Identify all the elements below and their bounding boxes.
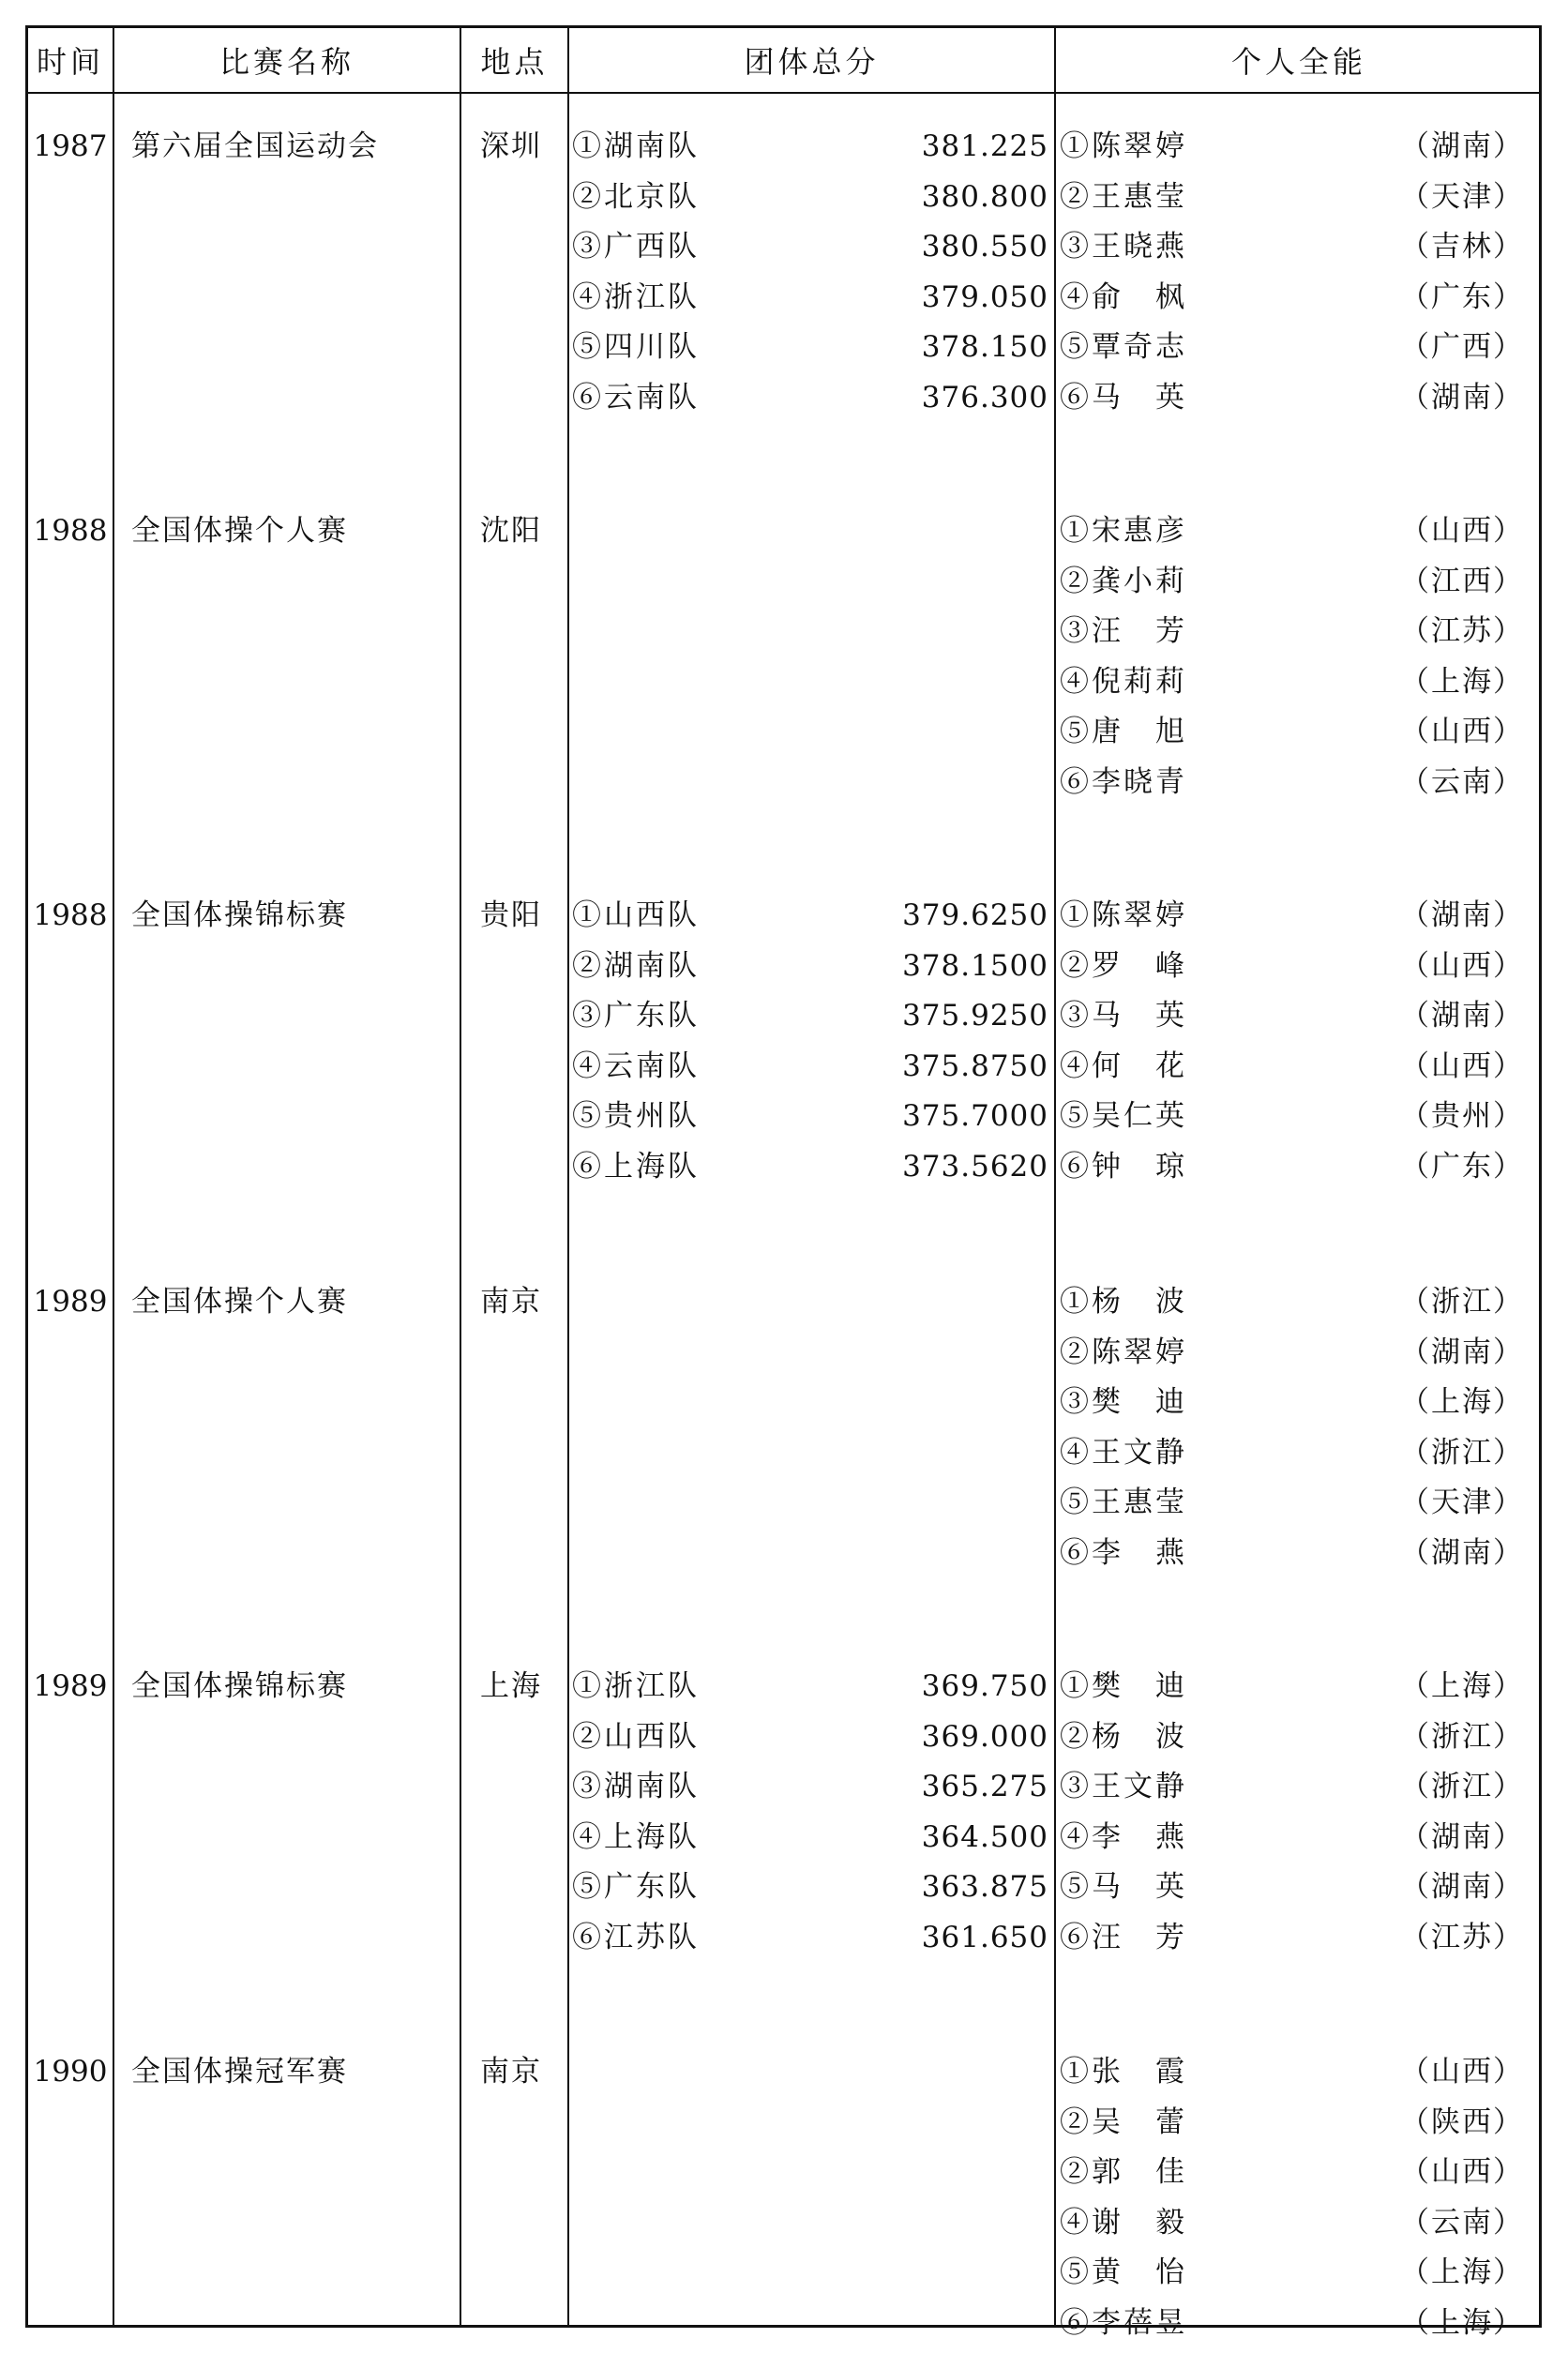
gymnast-name: ①陈翠婷	[1060, 898, 1187, 932]
team-name: ①湖南队	[572, 129, 700, 163]
gymnast-province: （山西）	[1400, 948, 1524, 983]
gymnast-province: （山西）	[1400, 715, 1524, 748]
team-score: 365.275	[921, 1770, 1048, 1803]
team-name: ⑥上海队	[572, 1149, 700, 1184]
header-location: 地点	[480, 44, 549, 80]
gymnast-name: ②龚小莉	[1060, 564, 1187, 598]
gymnast-province: （湖南）	[1400, 1870, 1524, 1904]
gymnast-province: （湖南）	[1400, 999, 1524, 1033]
team-name: ⑥云南队	[572, 380, 700, 415]
gymnast-name: ①陈翠婷	[1060, 129, 1187, 163]
team-name: ④浙江队	[572, 279, 700, 314]
competition-year: 1988	[33, 898, 108, 932]
gymnast-province: （江苏）	[1400, 614, 1524, 648]
gymnast-province: （广东）	[1400, 279, 1524, 314]
team-score: 379.6250	[902, 898, 1048, 932]
team-score: 375.9250	[902, 999, 1048, 1033]
team-score: 380.550	[921, 230, 1048, 264]
competition-location: 沈阳	[480, 514, 542, 548]
team-name: ③广东队	[572, 999, 700, 1033]
team-name: ⑤四川队	[572, 330, 700, 364]
gymnast-province: （云南）	[1400, 764, 1524, 799]
gymnast-name: ②罗 峰	[1060, 948, 1187, 983]
gymnast-name: ②陈翠婷	[1060, 1335, 1187, 1369]
gymnast-name: ⑥钟 琼	[1060, 1149, 1187, 1184]
gymnast-province: （浙江）	[1400, 1285, 1524, 1319]
gymnast-province: （山西）	[1400, 2055, 1524, 2089]
gymnast-name: ⑥李 燕	[1060, 1535, 1187, 1570]
gymnast-name: ③王晓燕	[1060, 230, 1187, 264]
competition-year: 1989	[33, 1669, 108, 1703]
team-name: ②山西队	[572, 1719, 700, 1754]
gymnast-province: （江西）	[1400, 564, 1524, 598]
team-score: 361.650	[921, 1920, 1048, 1954]
gymnast-name: ⑤吴仁英	[1060, 1099, 1187, 1133]
gymnast-name: ⑤黄 怡	[1060, 2255, 1187, 2289]
gymnast-name: ②王惠莹	[1060, 179, 1187, 214]
gymnast-name: ④谢 毅	[1060, 2205, 1187, 2240]
gymnast-name: ⑥李晓青	[1060, 764, 1187, 799]
gymnast-province: （湖南）	[1400, 129, 1524, 163]
team-score: 381.225	[921, 129, 1048, 163]
competition-year: 1989	[33, 1285, 108, 1319]
gymnast-province: （上海）	[1400, 664, 1524, 699]
competition-name: 全国体操个人赛	[131, 1285, 348, 1319]
column-divider	[1054, 28, 1056, 2325]
team-score: 378.1500	[902, 948, 1048, 983]
column-divider	[567, 28, 569, 2325]
gymnast-province: （广东）	[1400, 1149, 1524, 1184]
team-name: ⑤贵州队	[572, 1099, 700, 1133]
gymnast-province: （湖南）	[1400, 1335, 1524, 1369]
competition-name: 第六届全国运动会	[131, 129, 379, 163]
team-score: 378.150	[921, 330, 1048, 364]
team-score: 380.800	[921, 179, 1048, 214]
competition-year: 1990	[33, 2055, 108, 2089]
gymnast-name: ②郭 佳	[1060, 2155, 1187, 2189]
gymnast-province: （浙江）	[1400, 1435, 1524, 1470]
competition-location: 南京	[480, 2055, 542, 2089]
gymnast-name: ②吴 蕾	[1060, 2104, 1187, 2139]
gymnast-province: （上海）	[1400, 1669, 1524, 1703]
header-individual-all-around: 个人全能	[1230, 44, 1366, 80]
gymnast-province: （广西）	[1400, 330, 1524, 364]
gymnast-name: ①张 霞	[1060, 2055, 1187, 2089]
gymnast-province: （湖南）	[1400, 1819, 1524, 1854]
gymnast-name: ④倪莉莉	[1060, 664, 1187, 699]
competition-name: 全国体操冠军赛	[131, 2055, 348, 2089]
team-score: 363.875	[921, 1870, 1048, 1904]
gymnast-province: （吉林）	[1400, 230, 1524, 264]
header-team-total: 团体总分	[744, 44, 880, 80]
team-score: 369.750	[921, 1669, 1048, 1703]
team-score: 375.8750	[902, 1048, 1048, 1083]
gymnast-province: （江苏）	[1400, 1920, 1524, 1954]
competition-location: 南京	[480, 1285, 542, 1319]
gymnast-name: ④李 燕	[1060, 1819, 1187, 1854]
competition-location: 贵阳	[480, 898, 542, 932]
team-score: 364.500	[921, 1819, 1048, 1854]
competition-year: 1988	[33, 514, 108, 548]
gymnast-name: ①樊 迪	[1060, 1669, 1187, 1703]
competition-name: 全国体操锦标赛	[131, 898, 348, 932]
gymnast-province: （上海）	[1400, 2305, 1524, 2340]
gymnast-name: ⑥马 英	[1060, 380, 1187, 415]
gymnast-name: ⑤覃奇志	[1060, 330, 1187, 364]
gymnast-province: （山西）	[1400, 514, 1524, 548]
team-score: 369.000	[921, 1719, 1048, 1754]
team-name: ①山西队	[572, 898, 700, 932]
gymnast-province: （山西）	[1400, 2155, 1524, 2189]
gymnast-province: （贵州）	[1400, 1099, 1524, 1133]
team-score: 373.5620	[902, 1149, 1048, 1184]
competition-name: 全国体操个人赛	[131, 514, 348, 548]
gymnast-name: ⑤马 英	[1060, 1870, 1187, 1904]
competition-name: 全国体操锦标赛	[131, 1669, 348, 1703]
gymnast-province: （天津）	[1400, 179, 1524, 214]
gymnast-name: ⑤唐 旭	[1060, 715, 1187, 748]
team-score: 375.7000	[902, 1099, 1048, 1133]
team-name: ②北京队	[572, 179, 700, 214]
team-name: ⑤广东队	[572, 1870, 700, 1904]
team-name: ③广西队	[572, 230, 700, 264]
gymnast-province: （山西）	[1400, 1048, 1524, 1083]
gymnast-name: ①杨 波	[1060, 1285, 1187, 1319]
competition-location: 上海	[480, 1669, 542, 1703]
gymnast-province: （湖南）	[1400, 380, 1524, 415]
team-name: ④上海队	[572, 1819, 700, 1854]
gymnast-name: ③樊 迪	[1060, 1385, 1187, 1419]
gymnast-name: ②杨 波	[1060, 1719, 1187, 1754]
gymnast-name: ①宋惠彦	[1060, 514, 1187, 548]
gymnast-province: （云南）	[1400, 2205, 1524, 2240]
team-name: ④云南队	[572, 1048, 700, 1083]
team-score: 379.050	[921, 279, 1048, 314]
team-name: ③湖南队	[572, 1770, 700, 1803]
team-score: 376.300	[921, 380, 1048, 415]
gymnast-name: ⑥汪 芳	[1060, 1920, 1187, 1954]
team-name: ⑥江苏队	[572, 1920, 700, 1954]
team-name: ②湖南队	[572, 948, 700, 983]
gymnast-province: （浙江）	[1400, 1719, 1524, 1754]
gymnast-name: ⑤王惠莹	[1060, 1486, 1187, 1519]
competition-location: 深圳	[480, 129, 542, 163]
gymnast-name: ④王文静	[1060, 1435, 1187, 1470]
header-time: 时间	[36, 44, 104, 80]
gymnast-province: （湖南）	[1400, 1535, 1524, 1570]
gymnast-province: （浙江）	[1400, 1770, 1524, 1803]
competition-year: 1987	[33, 129, 108, 163]
gymnast-province: （湖南）	[1400, 898, 1524, 932]
gymnast-province: （上海）	[1400, 1385, 1524, 1419]
column-divider	[113, 28, 114, 2325]
column-divider	[460, 28, 461, 2325]
results-table	[25, 25, 1542, 2340]
gymnast-name: ③汪 芳	[1060, 614, 1187, 648]
gymnast-province: （上海）	[1400, 2255, 1524, 2289]
header-event: 比赛名称	[219, 44, 354, 80]
team-name: ①浙江队	[572, 1669, 700, 1703]
gymnast-name: ③王文静	[1060, 1770, 1187, 1803]
gymnast-name: ④何 花	[1060, 1048, 1187, 1083]
gymnast-name: ③马 英	[1060, 999, 1187, 1033]
gymnast-name: ⑥李蓓昱	[1060, 2305, 1187, 2340]
gymnast-province: （陕西）	[1400, 2104, 1524, 2139]
gymnast-province: （天津）	[1400, 1486, 1524, 1519]
gymnast-name: ④俞 枫	[1060, 279, 1187, 314]
